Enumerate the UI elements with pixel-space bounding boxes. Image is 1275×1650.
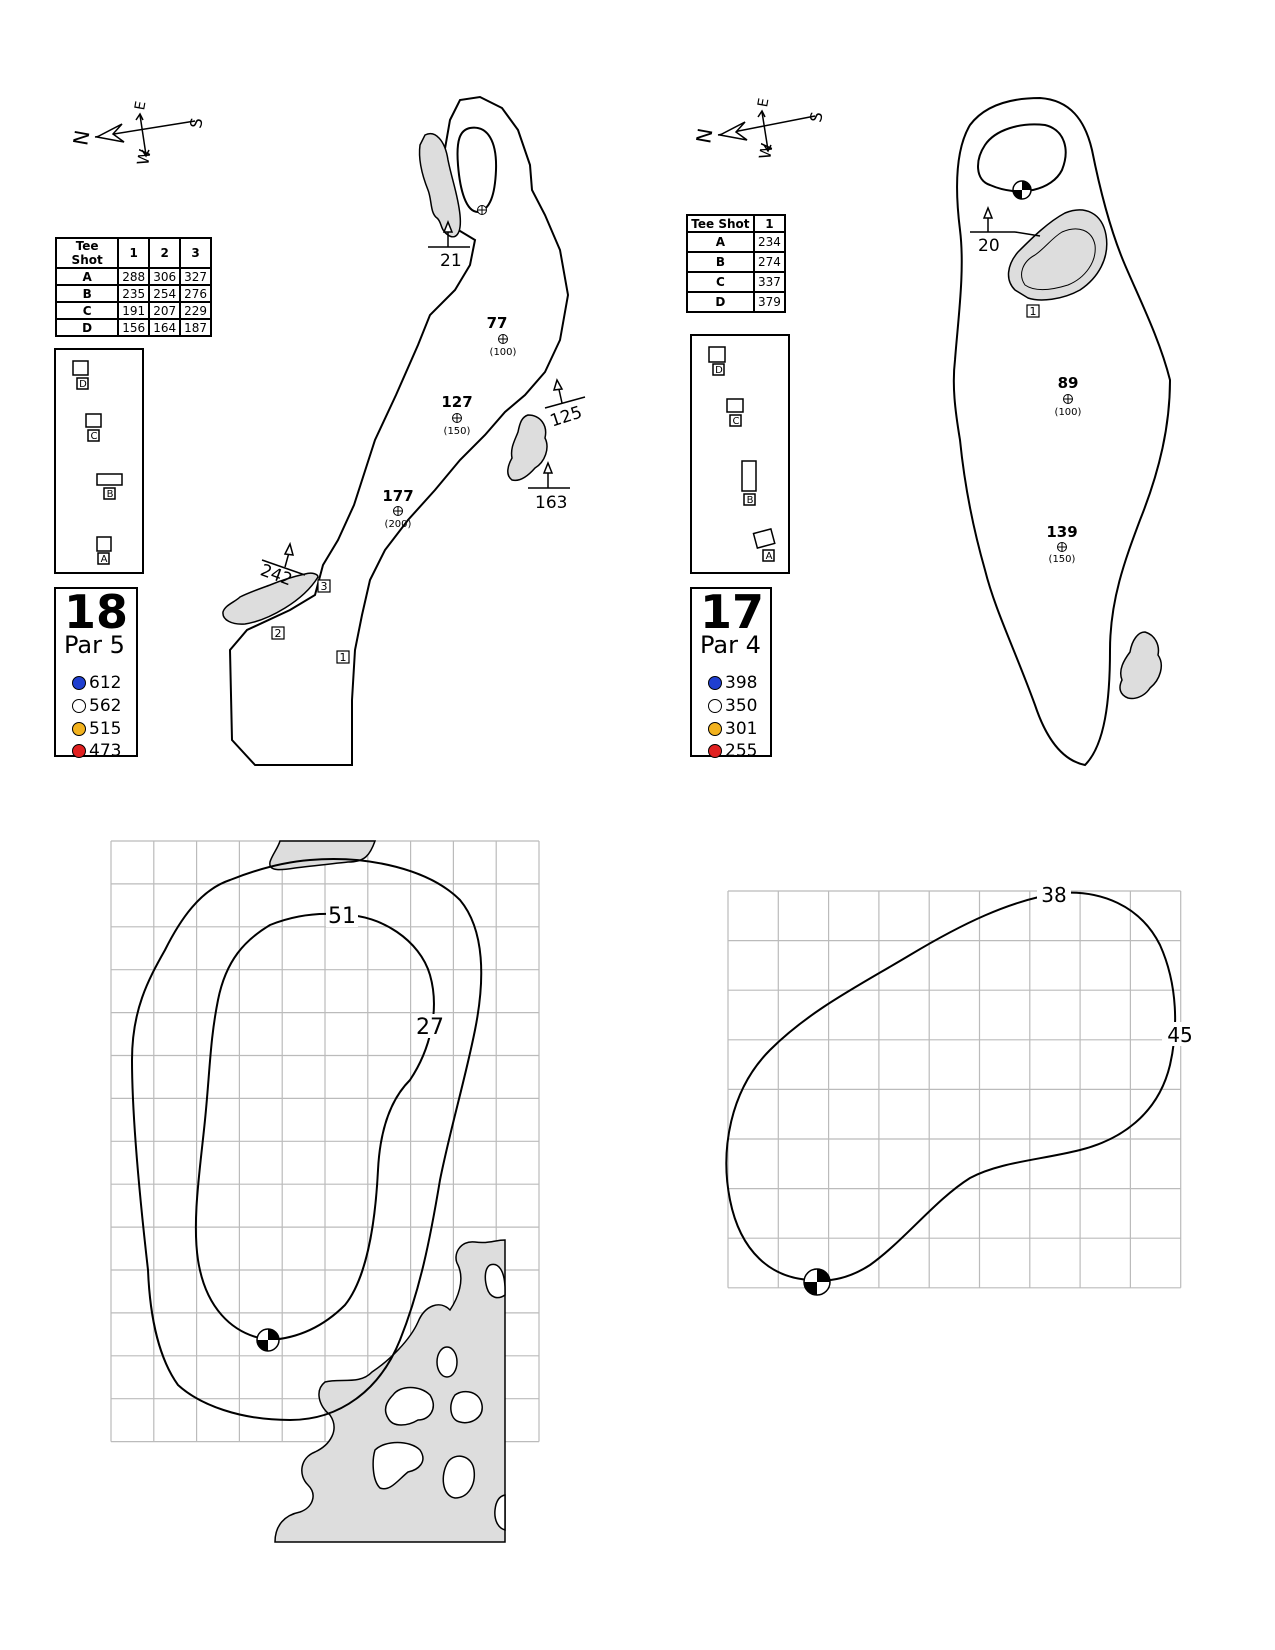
tee-table-header: 2 [149,238,180,268]
hole18-shot-2: 2 [274,627,282,640]
hole18-tee-diagram [54,348,144,574]
hole18-hazard-125: 125 [547,402,585,432]
hole17-card [690,585,772,761]
green18-contour-27: 27 [416,1015,444,1040]
tee-table-cell: 276 [180,285,211,302]
tee-table-cell: C [687,272,754,292]
green18-bunker-bottom [275,1240,505,1542]
tee-table-header: 1 [118,238,149,268]
table-row [56,285,211,302]
hole17-marker-139-sub: (150) [1048,554,1076,565]
yardage-value: 473 [89,741,122,761]
tee-table-cell: 191 [118,302,149,319]
hole17-tee-diagram [690,334,790,574]
hole17-tee-label-b: B [746,495,754,506]
green17-pin [804,1269,830,1295]
hole18-marker-77: 77 [486,314,508,332]
hole18-tee-table [55,237,212,337]
tee-table-header: 1 [754,215,785,232]
hole18-shot-3: 3 [320,580,328,593]
tee-table-header: Tee Shot [56,238,118,268]
green17-contour [726,893,1175,1281]
hole17-tee-label-a: A [765,551,773,562]
hole17-tee-table [686,214,786,313]
green18-inner-contour [196,914,434,1340]
yardage-gold [72,719,121,739]
hole17-marker-89: 89 [1057,374,1079,392]
yardage-value: 350 [725,696,758,716]
hole18-tee-label-c: C [90,431,98,442]
tee-table-cell: 327 [180,268,211,285]
table-row [687,292,785,312]
tee-table-cell: 288 [118,268,149,285]
hole18-hazard-163: 163 [535,493,568,513]
green18-bunker-top [270,841,375,870]
hole18-shot-1: 1 [339,651,347,664]
yardage-white [72,696,121,716]
hole18-marker-127: 127 [441,393,473,411]
white-tee-dot [72,699,86,713]
tee-table-cell: 235 [118,285,149,302]
yardage-value: 301 [725,719,758,739]
hole17-compass-n: N [691,126,718,146]
yardage-blue [72,673,121,693]
tee-table-cell: 164 [149,319,180,336]
yardage-value: 255 [725,741,758,761]
green17-grid [728,891,1181,1288]
tee-table-cell: 274 [754,252,785,272]
table-row [56,302,211,319]
blue-tee-dot [72,676,86,690]
hole18-tee-label-a: A [100,554,108,565]
yardage-value: 612 [89,673,122,693]
hole18-compass-s: S [186,116,207,130]
hole-par: Par 5 [64,631,125,659]
table-row [56,268,211,285]
hole18-tee-label-b: B [106,489,114,500]
yardage-value: 515 [89,719,122,739]
green18-pin [257,1329,279,1351]
hole17-hazard-20: 20 [978,236,1000,256]
hole-par: Par 4 [700,631,761,659]
gold-tee-dot [708,722,722,736]
hole17-compass-e: E [755,96,773,109]
tee-table-cell: 234 [754,232,785,252]
tee-table-cell: 254 [149,285,180,302]
tee-table-cell: 207 [149,302,180,319]
hole17-tee-label-d: D [715,365,723,376]
yardage-red [708,741,757,761]
gold-tee-dot [72,722,86,736]
hole18-hazard-242: 242 [257,560,295,591]
hole18-card [54,585,138,761]
tee-table-cell: 156 [118,319,149,336]
red-tee-dot [72,744,86,758]
hole18-compass-e: E [132,99,150,112]
green17-contour-38: 38 [1041,883,1067,907]
hole18-hazard-21: 21 [440,251,462,271]
table-row [56,319,211,336]
yardage-red [72,741,121,761]
hole17-compass-w: W [755,141,777,161]
tee-table-cell: B [687,252,754,272]
hole17-bunker-right [1120,632,1161,699]
tee-table-header: Tee Shot [687,215,754,232]
tee-table-cell: A [687,232,754,252]
tee-table-cell: 306 [149,268,180,285]
blue-tee-dot [708,676,722,690]
tee-table-cell: 379 [754,292,785,312]
yardage-value: 562 [89,696,122,716]
hole18-compass-n: N [68,128,95,148]
table-row [687,252,785,272]
tee-table-cell: 187 [180,319,211,336]
white-tee-dot [708,699,722,713]
tee-table-cell: C [56,302,118,319]
hole-number: 18 [64,585,129,639]
hole18-bunker-right [508,415,547,480]
hole18-marker-177-sub: (200) [384,519,412,530]
tee-table-cell: A [56,268,118,285]
hole18-fairway [230,97,568,765]
green17-contour-45: 45 [1167,1023,1193,1047]
tee-table-cell: D [687,292,754,312]
tee-table-cell: D [56,319,118,336]
hole18-marker-77-sub: (100) [489,347,517,358]
hole18-marker-177: 177 [382,487,414,505]
tee-table-header: 3 [180,238,211,268]
tee-table-cell: B [56,285,118,302]
hole17-shot-1: 1 [1029,305,1037,318]
red-tee-dot [708,744,722,758]
tee-table-cell: 337 [754,272,785,292]
yardage-white [708,696,757,716]
tee-table-cell: 229 [180,302,211,319]
green18-contour-51: 51 [328,904,356,929]
yardage-value: 398 [725,673,758,693]
hole17-marker-139: 139 [1046,523,1078,541]
hole17-marker-89-sub: (100) [1054,407,1082,418]
hole17-compass-s: S [806,110,827,124]
yardage-gold [708,719,757,739]
hole18-compass-w: W [133,147,155,167]
hole-number: 17 [700,585,765,639]
hole18-marker-127-sub: (150) [443,426,471,437]
yardage-blue [708,673,757,693]
table-row [687,232,785,252]
hole18-tee-label-d: D [79,379,87,390]
hole18-pin [478,206,487,215]
hole17-tee-label-c: C [732,416,740,427]
table-row [687,272,785,292]
hole17-pin [1013,181,1031,199]
